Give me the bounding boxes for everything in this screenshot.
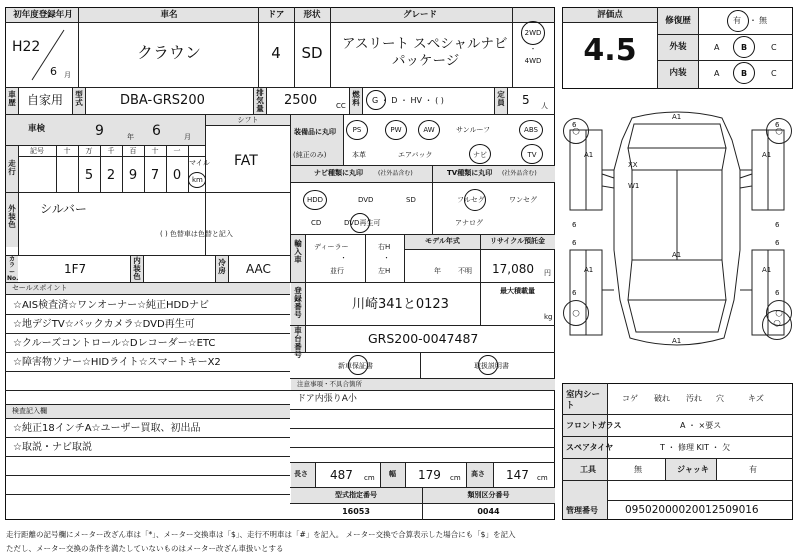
- inspection-month: 6: [152, 123, 161, 139]
- equipment-label: 装備品に丸印: [294, 128, 336, 136]
- sales-point-line: ☆地デジTV☆バックカメラ☆DVD再生可: [13, 319, 195, 330]
- damage-label: A1: [672, 337, 682, 345]
- navi-hdd: HDD: [306, 196, 324, 204]
- tools-value: 無: [634, 465, 642, 474]
- seat-option: 汚れ: [686, 394, 702, 403]
- displacement-value: 2500: [284, 93, 318, 108]
- drive-4wd: 4WD: [524, 57, 542, 65]
- equip-navi: ナビ: [473, 151, 487, 159]
- damage-label: A1: [584, 151, 594, 159]
- jack-value: 有: [749, 465, 757, 474]
- length-unit: cm: [364, 474, 375, 482]
- color-no-value: 1F7: [64, 262, 87, 276]
- mileage-place-header: 一: [173, 147, 181, 155]
- tire-icon: ◯: [766, 300, 792, 326]
- class-number-value: 0044: [477, 507, 500, 516]
- width-unit: cm: [450, 474, 461, 482]
- repair-option-dot: ・: [749, 16, 757, 25]
- equip-aw: AW: [423, 126, 435, 134]
- mileage-digit: 0: [172, 168, 182, 183]
- spare-label: スペアタイヤ: [566, 443, 614, 452]
- usage-value: 自家用: [27, 93, 64, 107]
- type-designation-value: 16053: [342, 507, 370, 516]
- first-reg-month: 6: [50, 65, 57, 78]
- inspection-month-unit: 月: [184, 133, 191, 141]
- exterior-grade-a: A: [714, 43, 720, 52]
- damage-label: A1: [762, 266, 772, 274]
- color-no-label: カラーNo.: [7, 256, 19, 282]
- shift-value: FAT: [234, 153, 258, 169]
- first-reg-month-unit: 月: [64, 71, 71, 79]
- tire-depth: 6: [775, 121, 780, 129]
- navi-label: ナビ種類に丸印: [314, 169, 363, 177]
- mile-label: マイル: [189, 159, 210, 167]
- tire-depth: 6: [775, 239, 780, 247]
- tire-depth: 6: [572, 289, 577, 297]
- capacity-unit: 人: [541, 102, 548, 110]
- model-year-label: モデル年式: [425, 237, 460, 245]
- fuel-options: G ・ D ・ HV ・ ( ): [372, 96, 444, 105]
- navi-sublabel: (社外品含む): [378, 170, 413, 177]
- ac-value: AAC: [246, 262, 271, 276]
- interior-grade-c: C: [771, 69, 777, 78]
- interior-label: 内装色: [133, 256, 141, 281]
- car-name: クラウン: [136, 43, 201, 62]
- equip-pw: PW: [390, 126, 402, 134]
- equip-sunroof: サンルーフ: [456, 126, 491, 134]
- tire-icon: ◯: [563, 118, 589, 144]
- drive-2wd: 2WD: [524, 29, 542, 37]
- sales-points-label: セールスポイント: [12, 284, 68, 292]
- registration-label: 登録番号: [294, 286, 302, 319]
- footer-note-line2: ただし、メーター交換の条件を満たしていないものはメーター改ざん車扱いとする: [6, 544, 284, 553]
- shape-label: 形状: [303, 10, 321, 20]
- sales-point-line: ☆障害物ソナー☆HIDライト☆スマートキーX2: [13, 357, 221, 368]
- tv-label: TV種類に丸印: [447, 169, 493, 177]
- ac-label: 冷房: [218, 258, 226, 275]
- tire-icon: ◯: [563, 300, 589, 326]
- registration-value: 川崎341と0123: [352, 297, 449, 312]
- equip-abs: ABS: [524, 126, 538, 134]
- interior-grade-b: B: [741, 69, 748, 78]
- seat-option: 穴: [716, 394, 724, 403]
- damage-label: A1: [672, 113, 682, 121]
- body-shape: SD: [301, 44, 323, 62]
- height-unit: cm: [537, 474, 548, 482]
- model-label: 型式: [75, 90, 83, 107]
- inspector-line: ☆取説・ナビ取説: [13, 442, 92, 453]
- import-lr-dot: ・: [383, 254, 390, 262]
- tire-icon: ◯: [766, 118, 792, 144]
- seat-option: コゲ: [622, 394, 638, 403]
- equip-airbag: エアバック: [398, 151, 433, 159]
- management-label: 管理番号: [566, 506, 598, 515]
- repair-option-no: 無: [759, 16, 767, 25]
- km-label: km: [192, 176, 203, 184]
- door-count: 4: [271, 44, 281, 62]
- interior-grade-label: 内装: [669, 68, 687, 78]
- chassis-value: GRS200-0047487: [368, 331, 479, 346]
- chassis-label: 車台番号: [294, 326, 302, 359]
- mileage-digit: 7: [150, 168, 160, 183]
- notes-value: ドア内張りA小: [297, 394, 357, 404]
- mileage-label: 走行: [8, 159, 16, 176]
- mileage-place-header: 万: [85, 147, 93, 155]
- tv-analog: アナログ: [455, 219, 483, 227]
- import-dealer: ディーラー: [314, 243, 349, 251]
- model-value: DBA-GRS200: [120, 93, 205, 108]
- door-label: ドア: [267, 10, 285, 20]
- damage-label: A1: [584, 266, 594, 274]
- tv-sublabel: (社外品含む): [502, 170, 537, 177]
- mileage-digit: 2: [106, 168, 116, 183]
- shift-label: シフト: [237, 116, 259, 124]
- tire-depth: 6: [775, 289, 780, 297]
- car-name-label: 車名: [160, 10, 178, 20]
- inspection-year-unit: 年: [127, 133, 134, 141]
- sales-point-line: ☆AIS検査済☆ワンオーナー☆純正HDDナビ: [13, 300, 209, 311]
- windshield-label: フロントガラス: [566, 421, 622, 430]
- mileage-place-header: 百: [129, 147, 137, 155]
- recycle-label: リサイクル預託金: [489, 237, 546, 245]
- model-year-unknown: 不明: [458, 267, 472, 275]
- mileage-digit: 5: [84, 168, 94, 183]
- mileage-place-header: 千: [107, 147, 115, 155]
- length-value: 487: [330, 468, 353, 482]
- damage-label: W1: [628, 182, 640, 190]
- windshield-options: A ・ ×要ス: [680, 421, 722, 430]
- drive-dot: ・: [529, 45, 537, 53]
- equip-tv: TV: [527, 151, 537, 159]
- exterior-grade-c: C: [771, 43, 777, 52]
- grade-label: グレード: [402, 10, 437, 20]
- width-value: 179: [418, 468, 441, 482]
- capacity-label: 定員: [497, 90, 505, 107]
- mileage-digit: 9: [128, 168, 138, 183]
- length-label: 長さ: [294, 470, 308, 478]
- tire-depth: 6: [572, 239, 577, 247]
- warranty-label: 新車保証書: [338, 362, 373, 370]
- exterior-grade-b: B: [741, 43, 748, 52]
- tire-depth: 6: [572, 221, 577, 229]
- navi-cd: CD: [311, 219, 322, 227]
- footer-note-line1: 走行距離の記号欄にメーター改ざん車は「*」、メーター交換車は「$」、走行不明車は「#」を記入。 メーター交換で合算表示した場合にも「$」を記入: [6, 530, 516, 539]
- capacity-value: 5: [522, 93, 530, 107]
- management-value: 09502000020012509016: [625, 504, 759, 516]
- navi-dvd-play: DVD再生可: [344, 219, 381, 227]
- navi-sd: SD: [406, 196, 416, 204]
- import-right-h: 右H: [378, 243, 391, 251]
- inspector-label: 検査記入欄: [12, 407, 47, 415]
- equipment-sublabel: (純正のみ): [293, 151, 327, 159]
- spare-options: T ・ 修理 KIT ・ 欠: [660, 443, 731, 452]
- seat-option: 破れ: [654, 394, 670, 403]
- max-load-unit: kg: [544, 313, 553, 321]
- car-diagram: [562, 100, 793, 378]
- score-value: 4.5: [583, 33, 637, 68]
- type-designation-label: 型式指定番号: [335, 491, 377, 499]
- seat-label: 室内シート: [566, 390, 601, 412]
- exterior-note: ( ) 色替車は色替と記入: [160, 230, 233, 238]
- damage-label: A1: [672, 251, 682, 259]
- jack-label: ジャッキ: [677, 465, 709, 474]
- manual-label: 取扱説明書: [474, 362, 509, 370]
- import-parallel: 並行: [330, 267, 344, 275]
- seat-option: キズ: [748, 394, 764, 403]
- equip-leather: 本革: [352, 151, 366, 159]
- inspection-label: 車検: [28, 124, 46, 134]
- tv-fullseg: フルセグ: [457, 196, 485, 204]
- grade-line2: パッケージ: [392, 53, 460, 69]
- mileage-place-header: 十: [151, 147, 159, 155]
- recycle-unit: 円: [544, 269, 551, 277]
- height-label: 高さ: [471, 470, 485, 478]
- tools-label: 工具: [580, 465, 596, 474]
- inspection-year: 9: [95, 123, 104, 139]
- import-label: 輸入車: [294, 239, 302, 264]
- exterior-value: シルバー: [40, 202, 87, 216]
- max-load-label: 最大積載量: [500, 287, 535, 295]
- damage-label: XX: [628, 161, 638, 169]
- first-reg-year: H22: [12, 39, 41, 55]
- width-label: 幅: [389, 470, 396, 478]
- first-reg-label: 初年度登録年月: [13, 10, 73, 20]
- exterior-label: 外装色: [8, 204, 16, 229]
- tv-oneseg: ワンセグ: [509, 196, 537, 204]
- height-value: 147: [506, 468, 529, 482]
- inspector-line: ☆純正18インチA☆ユーザー買取、初出品: [13, 423, 201, 434]
- class-number-label: 類別区分番号: [467, 491, 510, 499]
- usage-label: 車歴: [8, 90, 16, 107]
- exterior-grade-label: 外装: [669, 42, 687, 52]
- interior-grade-a: A: [714, 69, 720, 78]
- tire-depth: 6: [775, 221, 780, 229]
- displacement-label: 排気量: [256, 88, 264, 113]
- score-label: 評価点: [597, 10, 623, 20]
- damage-label: A1: [762, 151, 772, 159]
- import-parallel-dot: ・: [340, 254, 347, 262]
- mileage-symbol-label: 記号: [30, 147, 44, 155]
- tire-icon: ◯: [762, 310, 792, 340]
- sales-point-line: ☆クルーズコントロール☆Dレコーダー☆ETC: [13, 338, 216, 349]
- import-left-h: 左H: [378, 267, 391, 275]
- model-year-year: 年: [434, 267, 441, 275]
- fuel-label: 燃料: [352, 90, 360, 107]
- mileage-place-header: 十: [63, 147, 71, 155]
- repair-label: 修復歴: [665, 16, 691, 26]
- navi-dvd: DVD: [358, 196, 374, 204]
- tire-depth: 6: [572, 121, 577, 129]
- notes-label: 注意事項・不具合箇所: [297, 380, 362, 388]
- repair-option-yes: 有: [733, 16, 741, 25]
- equip-ps: PS: [352, 126, 362, 134]
- reg-diagonal: [30, 28, 66, 82]
- recycle-value: 17,080: [492, 262, 534, 276]
- displacement-unit: CC: [336, 102, 346, 110]
- grade-line1: アスリート スペシャルナビ: [342, 36, 508, 52]
